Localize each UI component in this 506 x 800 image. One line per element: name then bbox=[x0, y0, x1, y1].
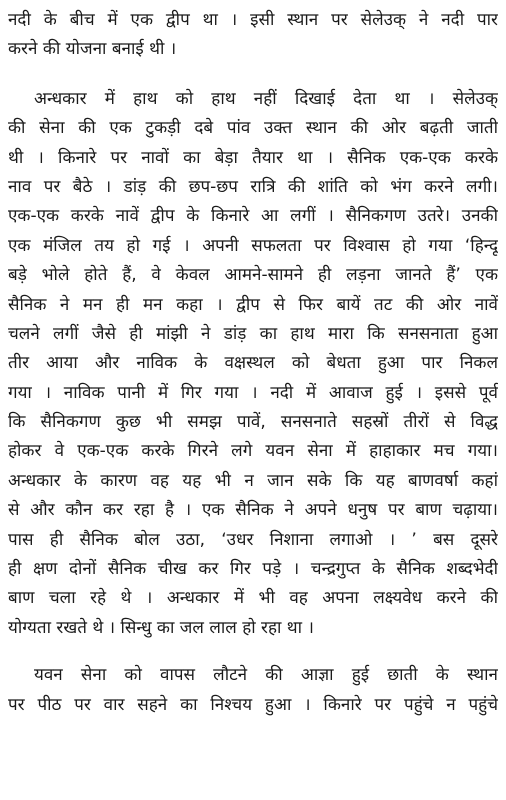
text-line: थी । किनारे पर नावों का बेड़ा तैयार था । सैनिक एक-एक करके bbox=[8, 147, 498, 168]
text-line: की सेना की एक टुकड़ी दबे पांव उक्त स्थान की ओर बढ़ती जाती bbox=[8, 118, 498, 139]
text-line: अन्धकार के कारण वह यह भी न जान सके कि यह बाणवर्षा कहां bbox=[8, 470, 498, 491]
text-line: नाव पर बैठे । डांड़ की छप-छप रात्रि की शांति को भंग करने लगी। bbox=[8, 176, 498, 197]
text-line: तीर आया और नाविक के वक्षस्थल को बेधता हुआ पार निकल bbox=[8, 353, 498, 374]
text-line: योग्यता रखते थे । सिन्धु का जल लाल हो रहा था । bbox=[8, 617, 314, 638]
text-line: चलने लगीं जैसे ही मांझी ने डांड़ का हाथ मारा कि सनसनाता हुआ bbox=[8, 323, 498, 344]
paragraph-3 bbox=[8, 661, 498, 720]
text-line: एक मंजिल तय हो गई । अपनी सफलता पर विश्वास हो गया ‘हिन्दू bbox=[8, 235, 498, 256]
text-line: अन्धकार में हाथ को हाथ नहीं दिखाई देता था । सेलेउक् bbox=[34, 88, 498, 109]
text-line: होकर वे एक-एक करके गिरने लगे यवन सेना में हाहाकार मच गया। bbox=[8, 441, 498, 462]
paragraph-gap bbox=[8, 65, 498, 85]
text-line: कि सैनिकगण कुछ भी समझ पावें, सनसनाते सहस्रों तीरों से विद्ध bbox=[8, 412, 498, 433]
text-line: करने की योजना बनाई थी । bbox=[8, 39, 177, 60]
text-line: सैनिक ने मन ही मन कहा । द्वीप से फिर बायें तट की ओर नावें bbox=[8, 294, 498, 315]
text-line: बाण चला रहे थे । अन्धकार में भी वह अपना लक्ष्यवेध करने की bbox=[8, 588, 498, 609]
text-line: ही क्षण दोनों सैनिक चीख कर गिर पड़े । चन्द्रगुप्त के सैनिक शब्दभेदी bbox=[8, 559, 498, 580]
text-line: एक-एक करके नावें द्वीप के किनारे आ लगीं । सैनिकगण उतरे। उनकी bbox=[8, 206, 498, 227]
text-line: पास ही सैनिक बोल उठा, ‘उधर निशाना लगाओ । ’ बस दूसरे bbox=[8, 529, 498, 550]
paragraph-2 bbox=[8, 85, 498, 643]
text-line: बड़े भोले होते हैं, वे केवल आमने-सामने ही लड़ना जानते हैं’ एक bbox=[8, 265, 498, 286]
text-line: पर पीठ पर वार सहने का निश्चय हुआ । किनारे पर पहुंचे न पहुंचे bbox=[8, 694, 498, 715]
paragraph-gap bbox=[8, 643, 498, 661]
text-line: यवन सेना को वापस लौटने की आज्ञा हुई छाती के स्थान bbox=[34, 665, 498, 686]
text-line: नदी के बीच में एक द्वीप था । इसी स्थान पर सेलेउक् ने नदी पार bbox=[8, 10, 498, 30]
text-line: गया । नाविक पानी में गिर गया । नदी में आवाज हुई । इससे पूर्व bbox=[8, 382, 498, 403]
paragraph-1 bbox=[8, 6, 498, 65]
text-line: से और कौन कर रहा है । एक सैनिक ने अपने धनुष पर बाण चढ़ाया। bbox=[8, 500, 498, 521]
